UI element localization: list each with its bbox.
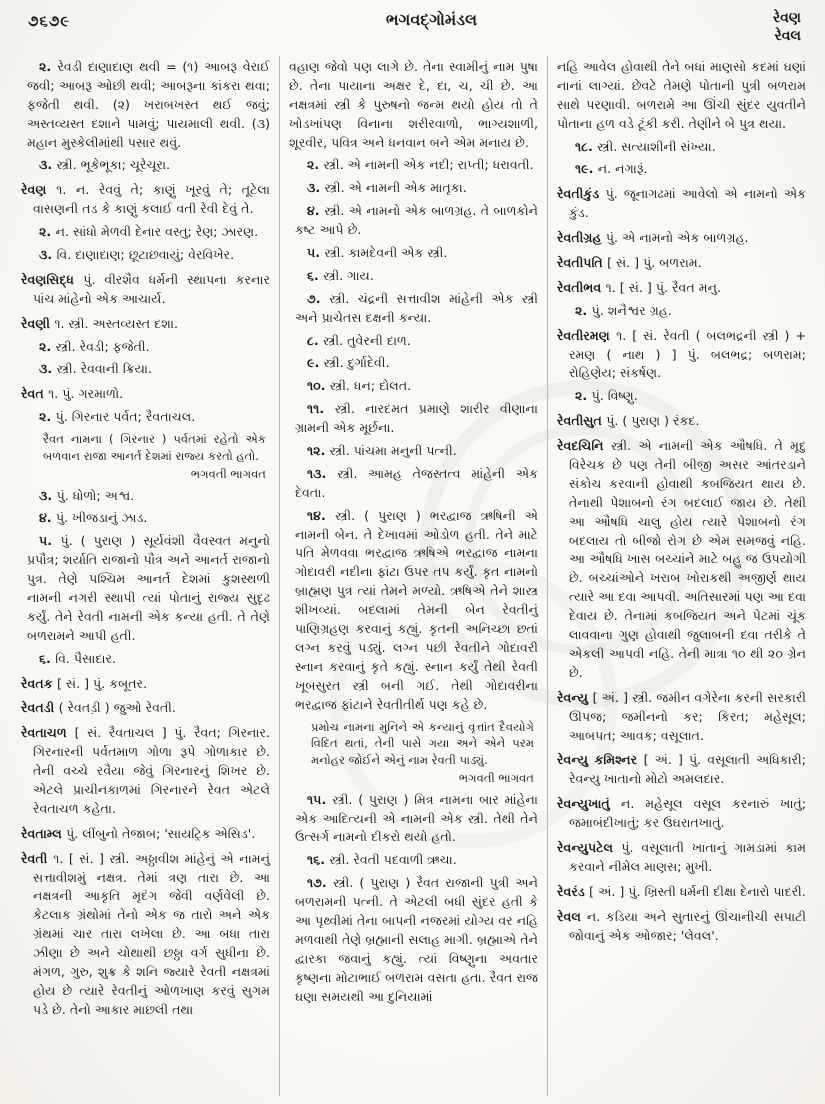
dict-entry-રેવતીસુત (557, 412, 806, 431)
dict-sense (557, 387, 806, 406)
definition-text: પું. જૂનાગઢમાં આવેલો એ નામનો એક કુંડ. (569, 186, 806, 221)
sense-number: ૪. (39, 510, 56, 526)
dict-sense (289, 332, 538, 351)
column-3 (548, 56, 815, 1096)
dict-sense (289, 791, 538, 848)
definition-text: [ અં. ] સ્ત્રી. જમીન વગેરેના કરની સરકારી ઊપજ; જમીનનો કર; કિરત; મહેસૂલ; આબપત; આવક; વસૂલાત. (569, 689, 806, 743)
dict-sense (21, 223, 270, 242)
definition-text: પું. વસૂલાતી ખાતાનું ગામડામાં કામ કરવાને નીમેલ માણસ; મુખી. (569, 839, 806, 874)
definition-text: સ્ત્રી. સત્યાશીની સંખ્યા. (597, 138, 716, 154)
book-title: ભગવદ્ગોમંડલ (385, 10, 478, 29)
headword: રેવન્યુપટેલ (557, 839, 622, 855)
sense-number: ૧૧. (307, 401, 335, 417)
headword: રેવણી (21, 315, 55, 331)
definition-text: [ સં. રૈવતાચલ ] પું. રૈવત; ગિરનાર. ગિરનારની પર્વતમાળ ગોળા રૂપે ગોળાકાર છે. તેની વચ્ચે રવૈયા જેવું ગિરનારનું શિખર છે. એટલે પ્રાચીનકાળમાં ગિરનારને રેવત એટલે રેવતાચળ કહેતા. (33, 725, 270, 816)
sense-number: ૩. (307, 180, 325, 196)
sense-number: ૯. (307, 355, 324, 371)
dict-entry-રેવતાચળ (21, 724, 270, 818)
dict-sense (289, 851, 538, 870)
definition-text: પું. એ નામનો એક બાળગ્રહ. (605, 230, 749, 246)
definition-text: ન. મહેસૂલ વસૂલ કરનારું ખાતું; જમાબંદીખાતું; કર ઉઘરાતખાતું. (569, 796, 807, 831)
dict-sense (557, 138, 806, 157)
dict-sense (289, 156, 538, 175)
definition-text: પું. ગિરનાર પર્વત; રૈવતાચલ. (55, 409, 196, 425)
headword: રેવતીગ્રહ (557, 230, 606, 246)
definition-text: સ્ત્રી. એ નામની એક નદી; રાપ્તી; ધરાવતી. (323, 157, 534, 173)
dict-sense (21, 360, 270, 379)
headword: રેવરંડ (557, 883, 590, 899)
definition-text: પ્રમોચ નામના મુનિને એ કન્યાનું વૃત્તાંત દૈવયોગે વિદિત થતાં, તેની પાસે ગયા અને એને પરમ મનોહર જોઈને એનું નામ રેવતી પાડ્યું. (311, 719, 534, 768)
definition-text: પું. વીરશૈવ ધર્મની સ્થાપના કરનાર પાંચ માંહેનો એક આચાર્ય. (33, 271, 270, 306)
sense-number: ૧૭. (307, 875, 334, 891)
definition-text: સ્ત્રી. ગાય. (323, 267, 374, 283)
definition-text: ( રેવતડ઼ી ) જુઓ રેવતી. (58, 700, 176, 716)
guide-word-first: રેવણ (772, 10, 801, 26)
dict-entry-રેવતીકુંડ (557, 185, 806, 223)
dict-cont (557, 58, 806, 134)
definition-text: સ્ત્રી. એ નામનો એક બાળગ્રહ. તે બાળકોને કષ્ટ આપે છે. (295, 203, 538, 238)
definition-text: ૧. સ્ત્રી. અસ્તવ્યસ્ત દશા. (54, 315, 178, 331)
dict-entry-રેવન્યુપટેલ (557, 839, 806, 877)
definition-text: સ્ત્રી. આમહ તેજસ્તત્વ માંહેની એક દેવતા. (295, 465, 539, 500)
dict-entry-રેવતીપતિ (557, 254, 806, 273)
dict-entry-રેવત (21, 385, 270, 404)
sense-number: ૧૩. (307, 465, 338, 481)
definition-text: પું. ધોળો; અશ્વ. (56, 487, 135, 503)
definition-text: સ્ત્રી. પાંચમા મનુની પત્ની. (329, 443, 457, 459)
headword: રેવતાચળ (21, 725, 75, 741)
guide-words (773, 10, 801, 45)
definition-text: નહિ આવેલ હોવાથી તેને બધાં માણસો કદમાં ઘણાં નાનાં લાગ્યાં. છેવટે તેમણે પોતાની પુત્રી બળરામ સાથે પરણાવી. બળરામે આ ઊંચી સુંદર યુવતીને પોતાના હળ વડે ટૂંકી કરી. તેણીને બે પુત્ર થયા. (557, 59, 806, 131)
dict-entry-રેવણસિદ્ધ (21, 271, 270, 309)
dict-entry-રેવદચિનિ (557, 437, 806, 683)
sense-number: ૧૬. (307, 852, 330, 868)
definition-text: [ સં. ] પું. કબૂતર. (56, 675, 148, 691)
dict-entry-રેવરંડ (557, 883, 806, 902)
definition-text: સ્ત્રી. ધન; દોલત. (329, 378, 412, 394)
sense-number: ૨. (39, 409, 56, 425)
dict-entry-રેવતામ્લ (21, 825, 270, 844)
dict-sense (21, 532, 270, 645)
headword: રેવતી (21, 850, 54, 866)
sense-number: ૪. (307, 203, 325, 219)
definition-text: સ્ત્રી. ચંદ્રની સત્તાવીશ માંહેની એક સ્ત્રી અને પ્રાચેતસ દક્ષની કન્યા. (295, 290, 538, 325)
definition-text: [ સં. ] પું. બળરામ. (607, 255, 702, 271)
page-header (28, 10, 801, 54)
citation-source: ભગવતી ભાગવત (458, 770, 534, 785)
headword: રેવતીસુત (557, 413, 607, 429)
sense-number: ૬. (39, 650, 56, 666)
dict-sense (289, 400, 538, 438)
sense-number: ૬. (307, 267, 324, 283)
sense-number: ૩. (39, 487, 57, 503)
dict-sense (21, 509, 270, 528)
definition-text: સ્ત્રી. રેવતી પદવાળી ઋચા. (329, 852, 457, 868)
dict-sense (289, 290, 538, 328)
dict-sense (21, 338, 270, 357)
definition-text: ૧. પું. ગરમાળો. (48, 386, 124, 402)
definition-text: સ્ત્રી. ( પુરાણ ) મિત્ર નામના બાર માંહેના એક આદિત્યની એ નામની એક સ્ત્રી. તેથી તેને ઉત્સર્ગ નામનો દીકરો થયો હતો. (295, 791, 539, 845)
dict-quote (311, 719, 534, 787)
definition-text: [ અં. ] પું. ખ્રિસ્તી ધર્મની દીક્ષા દેનારો પાદરી. (589, 883, 806, 899)
definition-text: ૧. ન. રેવવું તે; કાણું ખૂરવું તે; તૂટેલા વાસણની તડ કે કાણું કલાઈ વતી રેવી દેવું તે. (33, 182, 270, 217)
headword: રેવતામ્લ (21, 825, 67, 841)
definition-text: [ અં. ] પું. વસૂલાતી અધિકારી; રેવન્યુ ખાતાનો મોટો અમલદાર. (569, 752, 806, 787)
sense-number: ૨. (39, 338, 56, 354)
sense-number: ૮. (307, 332, 324, 348)
dict-sense (289, 179, 538, 198)
headword: રેવન્યુ કમિશ્નર (557, 752, 644, 768)
definition-text: ન. નગારૂં. (597, 161, 648, 177)
definition-text: ૧. [ સં. ] પું. રૈવત મનુ. (605, 279, 722, 295)
headword: રેવણસિદ્ધ (21, 271, 84, 287)
definition-text: રૈવત નામના ( ગિરનાર ) પર્વતમાં રહેતો એક બળવાન રાજા આનર્ત દેશમાં રાજ્ય કરતો હતો. (43, 432, 266, 463)
headword: રેવતીભવ (557, 279, 606, 295)
sense-number: ૩. (39, 247, 57, 263)
dict-entry-રેવલ (557, 908, 806, 946)
dict-sense (289, 202, 538, 240)
headword: રેવતીકુંડ (557, 186, 606, 202)
sense-number: ૨. (307, 157, 324, 173)
dict-sense (289, 874, 538, 1006)
dict-entry-રેવતીભવ (557, 279, 806, 298)
definition-text: સ્ત્રી. ભૂકેભૂકા; ચૂરેચૂરા. (56, 157, 171, 173)
dict-sense (289, 465, 538, 503)
sense-number: ૧૪. (307, 507, 336, 523)
dict-entry-રેવતીરમણ (557, 327, 806, 384)
definition-text: સ્ત્રી. કામદેવની એક સ્ત્રી. (324, 245, 448, 261)
dict-sense (21, 246, 270, 265)
dict-quote (43, 431, 266, 482)
sense-number: ૩. (39, 361, 57, 377)
definition-text: રેવડી દાણાદાણ થવી = (૧) આબરૂ વેરાઈ જવી; આબરૂ ઓછી થવી; આબરૂના કાંકરા થવા; ફજેતી થવી. (૨) ખરાબખસ્ત થઈ જવું; અસ્તવ્યસ્ત દશાને પામવું; પાયમાલી થવી. (૩) મહાન મુસ્કેલીમાંથી પસાર થવું. (27, 59, 270, 150)
sense-number: ૧૨. (307, 443, 330, 459)
definition-text: ન. સાંધો મેળવી દેનાર વસ્તુ; રેણ; ઝારણ. (55, 224, 259, 240)
headword: રેવતડી (21, 700, 59, 716)
sense-number: ૨. (39, 59, 58, 74)
sense-number: ૫. (307, 245, 325, 261)
dict-sense (21, 487, 270, 506)
definition-text: પું. ( પુરાણ ) રંકદ. (606, 413, 700, 429)
dict-entry-રેવન્યુખાતું (557, 795, 806, 833)
definition-text: સ્ત્રી. દુર્ગાદેવી. (323, 355, 390, 371)
definition-text: વિ. પૈસાદાર. (55, 650, 117, 666)
definition-text: વિ. દાણાદાણ; છૂટાછવાયું; વેરવિખેર. (56, 247, 235, 263)
definition-text: ૧. [ સં. રેવતી ( બલભદ્રની સ્ત્રી ) + રમણ ( નાથ ) ] પું. બલભદ્ર; બળરામ; રોહિણેય; સંકર્ષણ. (569, 327, 807, 381)
dict-entry-રેવતક (21, 675, 270, 694)
dict-sense (557, 302, 806, 321)
headword: રેવત (21, 386, 49, 402)
dict-sense (289, 442, 538, 461)
sense-number: ૧૦. (307, 378, 330, 394)
definition-text: પું. ( પુરાણ ) સૂર્યવંશી વૈવસ્વત મનુનો પ્રપૌત્ર; શર્યાતિ રાજાનો પૌત્ર અને આનર્ત રાજાનો પુત્ર. તેણે પશ્ચિમ આનર્ત દેશમાં કુશસ્થળી નામની નગરી સ્થાપી ત્યાં પોતાનું રાજ્ય સુદૃઢ કર્યું. તેને રેવતી નામની એક કન્યા હતી. તે તેણે બળરામને આપી હતી. (27, 533, 270, 643)
dict-entry-રેવતી (21, 850, 270, 1020)
dict-sense (21, 156, 270, 175)
definition-text: સ્ત્રી. રેવડી; ફજેતી. (55, 338, 150, 354)
sense-number: ૧૯. (575, 161, 598, 177)
dictionary-columns (12, 56, 815, 1096)
dict-entry-રેવતડી (21, 699, 270, 718)
headword: રેવતીરમણ (557, 327, 617, 343)
definition-text: સ્ત્રી. રેવવાની ક્રિયા. (56, 361, 152, 377)
definition-text: પું. ખીજડાનું ઝાડ. (55, 510, 148, 526)
sense-number: ૨. (39, 224, 56, 240)
dict-sense (289, 244, 538, 263)
page-number: ૭૬૭૯ (28, 12, 71, 30)
dict-entry-રેવન્યુ (557, 689, 806, 746)
headword: રેવતીપતિ (557, 255, 608, 271)
dict-sense (289, 267, 538, 286)
headword: રેવદચિનિ (557, 438, 612, 454)
definition-text: ૧. [ સં. ] સ્ત્રી. અઠ્ઠાવીશ માંહેનું એ નામનું સત્તાવીશમું નક્ષત્ર. તેમાં ત્રણ તારા છે. આ નક્ષત્રની આકૃતિ મૃદંગ જેવી વર્ણવેલી છે. કેટલાક ગ્રંથોમાં તેનો એક જ તારો અને એક ગ્રંથમાં ચાર તારા લખેલા છે. આ બધા તારા ઝીણા છે અને ચોથાથી છઠ્ઠા વર્ગ સુધીના છે. મંગળ, ગુરુ, શુક્ર કે શનિ જ્યારે રેવતી નક્ષત્રમાં હોય છે ત્યારે રેવતીનું ઓળખાણ કરવું સુગમ પડે છે. તેનો આકાર માછલી તથા (33, 850, 270, 1017)
dict-sense (289, 377, 538, 396)
headword: રેવતક (21, 675, 57, 691)
definition-text: સ્ત્રી. નારદમત પ્રમાણે શારીર વીણાના ગ્રામની એક મૂર્છના. (295, 401, 538, 436)
column-2 (280, 56, 548, 1096)
definition-text: સ્ત્રી. ( પુરાણ ) ભરદ્વાજ ઋષિની એ નામની બેન. તે દેખાવમાં ઓડોળ હતી. તેને માટે પતિ મેળવવા ભરદ્વાજ ઋષિએ ભરદ્વાજ નામના ગોદાવરી નદીના ફાંટા ઉપર તપ કર્યું. કૃત નામનો બ્રાહ્મણ પુત્ર ત્યાં તેમને મળ્યો. ઋષિએ તેને શાસ્ત્ર શીખવ્યાં. બદલામાં તેમની બેન રેવતીનું પાણિગ્રહણ કરવાનું કહ્યું. કૃતની અનિચ્છા છતાં લગ્ન કરવું પડ્યું. લગ્ન પછી રેવતીને ગોદાવરી સ્નાન કરવાનું કૃતે કહ્યું. સ્નાન કર્યું તેથી રેવતી ખૂબસુરત સ્ત્રી બની ગઈ. તેથી ગોદાવરીના ભરદ્વાજ ફાંટાને રેવતીતીર્થ પણ કહે છે. (295, 507, 538, 712)
dict-sense (21, 58, 270, 152)
column-1 (12, 56, 280, 1096)
dict-sense (289, 507, 538, 715)
definition-text: સ્ત્રી. એ નામની એક ઔષધિ. તે મૃદુ વિરેચક છે પણ તેની બીજી અસર આંતરડાને સંકોચ કરવાની હોવાથી કબજિયત થાય છે. તેનાથી પેશાબનો રંગ બદલાઈ જાય છે. તેથી આ ઔષધિ ચાલુ હોય ત્યારે પેશાબનો રંગ બદલાય તો બીજો રોગ છે એમ સમજવું નહિ. આ ઔષધિ ખાસ બચ્ચાંને માટે બહુ જ ઉપયોગી છે. બચ્ચાંઓને ખરાબ ખોરાકથી અજીર્ણ થાય ત્યારે આ દવા આપવી. અતિસારમાં પણ આ દવા દેવાય છે. તેનામાં કબજિયત અને પેટમાં ચૂંક લાવવાના ગુણ હોવાથી જુલાબની દવા તરીકે તે એકલી આપવી નહિ. તેની માત્રા ૧૦ થી ૨૦ ગ્રેન છે. (569, 438, 806, 680)
sense-number: ૩. (39, 157, 57, 173)
definition-text: ન. કડિયા અને સુતારનું ઊંચાનીચી સપાટી જોવાનું એક ઓજાર; 'લેવલ'. (569, 908, 806, 943)
definition-text: પું. લીંબુનો તેજાબ; 'સાયટ્રિક એસિડ'. (66, 825, 256, 841)
sense-number: ૧૮. (575, 138, 598, 154)
definition-text: સ્ત્રી. ( પુરાણ ) રૈવત રાજાની પુત્રી અને બળરામની પત્ની. તે એટલી બધી સુંદર હતી કે આ પૃથ્વીમાં તેના બાપની નજરમાં યોગ્ય વર નહિ મળવાથી તેણે બ્રહ્માની સલાહ માગી. બ્રહ્માએ તેને દ્વારકા જવાનું કહ્યું. ત્યાં વિષ્ણુના અવતાર કૃષ્ણના મોટાભાઈ બળરામ વસતા હતા. રૈવત રાજ ઘણા સમયથી આ દુનિયામાં (295, 875, 538, 1004)
headword: રેવણ (21, 182, 57, 198)
definition-text: પું. શનૈશ્વર ગ્રહ. (591, 302, 672, 318)
headword: રેવલ (557, 908, 587, 924)
dict-sense (21, 650, 270, 669)
headword: રેવન્યુખાતું (557, 796, 621, 812)
dict-sense (557, 160, 806, 179)
sense-number: ૫. (39, 533, 61, 549)
citation-source: ભગવતી ભાગવત (190, 466, 266, 481)
headword: રેવન્યુ (557, 689, 593, 705)
sense-number: ૨. (575, 388, 592, 404)
sense-number: ૭. (307, 290, 330, 306)
dict-sense (21, 408, 270, 427)
definition-text: પું. વિષ્ણુ. (591, 388, 638, 404)
dict-cont (289, 58, 538, 152)
dict-entry-રેવણી (21, 315, 270, 334)
sense-number: ૧૫. (307, 791, 333, 807)
sense-number: ૨. (575, 302, 592, 318)
guide-word-last: રેવલ (774, 27, 801, 44)
dict-sense (289, 354, 538, 373)
definition-text: સ્ત્રી. એ નામની એક માતૃકા. (324, 180, 467, 196)
definition-text: સ્ત્રી. તુવેરની દાળ. (323, 332, 411, 348)
definition-text: વહાણ જેવો પણ લાગે છે. તેના સ્વામીનું નામ પુષા છે. તેના પાયાના અક્ષર દે, દા, ચ, ચી છે. આ નક્ષત્રમાં સ્ત્રી કે પુરુષનો જન્મ થયો હોય તો તે ખોડખાંપણ વિનાના શરીરવાળો, ભાગ્યશાળી, શૂરવીર, પવિત્ર અને ધનવાન બને એમ મનાય છે. (289, 59, 538, 150)
dict-entry-રેવન્યુ કમિશ્નર (557, 751, 806, 789)
dict-entry-રેવણ (21, 181, 270, 219)
dict-entry-રેવતીગ્રહ (557, 229, 806, 248)
